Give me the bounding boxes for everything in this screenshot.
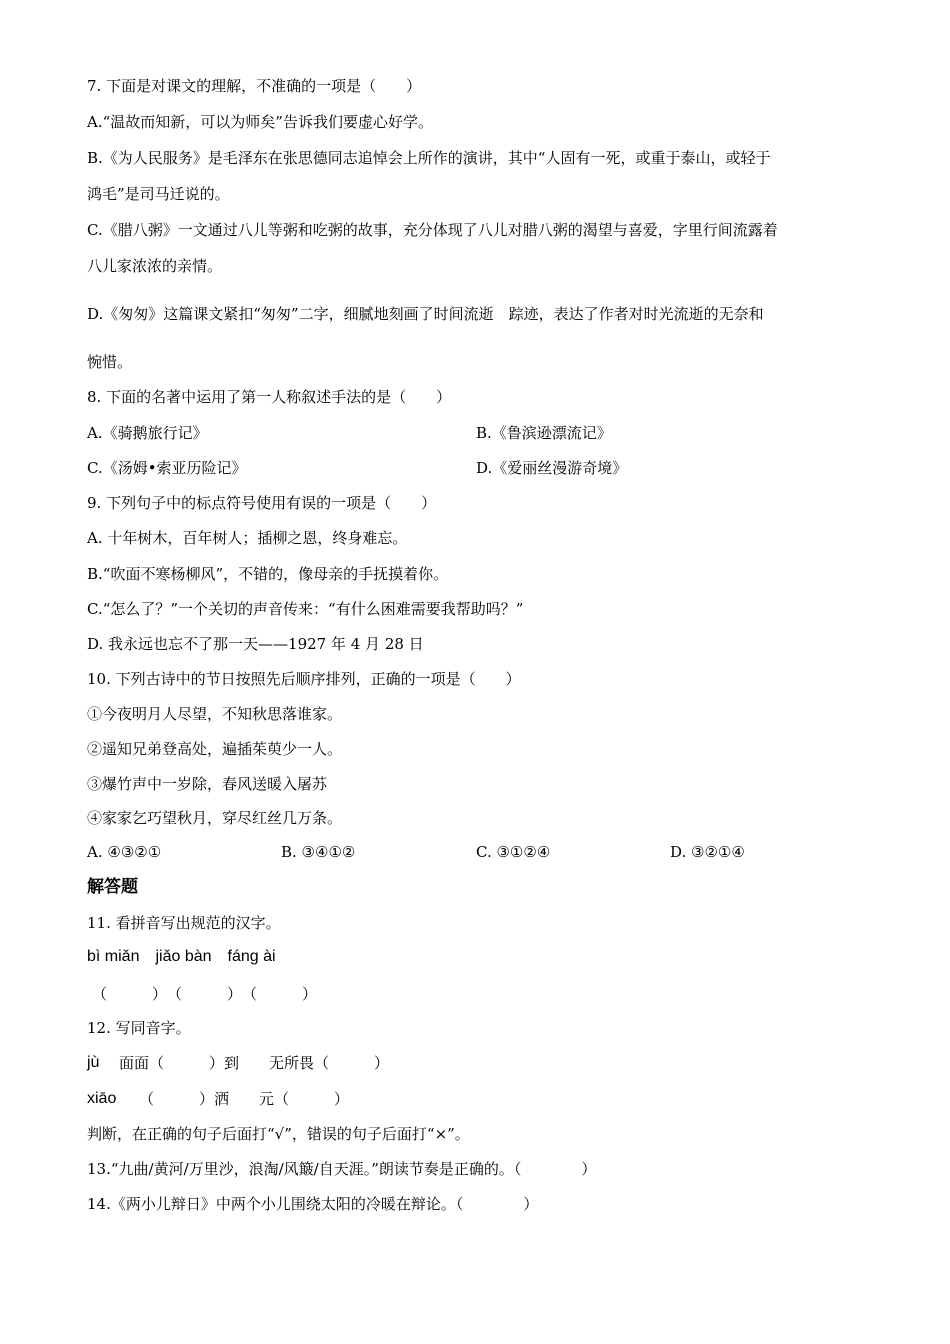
q7-option-d-line1: D.《匆匆》这篇课文紧扣“匆匆”二字，细腻地刻画了时间流逝 踪迹，表达了作者对时光流逝的无奈和 — [87, 305, 764, 323]
q7-option-c-line1: C.《腊八粥》一文通过八儿等粥和吃粥的故事，充分体现了八儿对腊八粥的渴望与喜爱，字里行间流露着 — [87, 221, 778, 239]
q8-option-d: D.《爱丽丝漫游奇境》 — [476, 459, 628, 477]
q12-ju-pinyin: jù — [87, 1054, 100, 1071]
q11-blanks: （ ） （ ） （ ） — [92, 985, 318, 1003]
q14-statement: 14.《两小儿辩日》中两个小儿围绕太阳的冷暖在辩论。（ ） — [87, 1195, 539, 1213]
q10-option-c: C. ③①②④ — [476, 843, 551, 861]
q10-stem: 10. 下列古诗中的节日按照先后顺序排列，正确的一项是（ ） — [87, 670, 521, 688]
q11-pinyin: bì miǎn jiǎo bàn fáng ài — [87, 948, 276, 965]
q9-option-c: C.“怎么了？”一个关切的声音传来：“有什么困难需要我帮助吗？” — [87, 600, 524, 618]
judge-instruction: 判断，在正确的句子后面打“√”，错误的句子后面打“×”。 — [87, 1125, 470, 1143]
q8-option-a: A.《骑鹅旅行记》 — [87, 424, 208, 442]
q12-xiao-pinyin: xiāo — [87, 1090, 117, 1107]
q12-xiao-blanks: （ ）洒 元（ ） — [139, 1090, 350, 1108]
q7-option-b-line1: B.《为人民服务》是毛泽东在张思德同志追悼会上所作的演讲，其中“人固有一死，或重于泰山，或轻于 — [87, 149, 771, 167]
q12-stem: 12. 写同音字。 — [87, 1019, 191, 1037]
q8-option-c: C.《汤姆•索亚历险记》 — [87, 459, 247, 477]
q8-stem: 8. 下面的名著中运用了第一人称叙述手法的是（ ） — [87, 388, 452, 406]
q7-stem: 7. 下面是对课文的理解，不准确的一项是（ ） — [87, 77, 422, 95]
q10-poem-1: ①今夜明月人尽望，不知秋思落谁家。 — [87, 705, 343, 723]
q10-poem-3: ③爆竹声中一岁除，春风送暖入屠苏 — [87, 775, 328, 793]
q10-option-a: A. ④③②① — [87, 843, 162, 861]
q7-option-d-line2: 惋惜。 — [87, 353, 133, 371]
q9-stem: 9. 下列句子中的标点符号使用有误的一项是（ ） — [87, 494, 437, 512]
q7-option-a: A.“温故而知新，可以为师矣”告诉我们要虚心好学。 — [87, 113, 433, 131]
q9-option-d: D. 我永远也忘不了那一天——1927 年 4 月 28 日 — [87, 635, 424, 653]
section-heading: 解答题 — [87, 877, 138, 897]
q13-statement: 13.“九曲/黄河/万里沙，浪淘/风簸/自天涯。”朗读节奏是正确的。（ ） — [87, 1160, 597, 1178]
q10-poem-4: ④家家乞巧望秋月，穿尽红丝几万条。 — [87, 809, 343, 827]
q9-option-a: A. 十年树木，百年树人；插柳之恩，终身难忘。 — [87, 529, 408, 547]
q10-option-d: D. ③②①④ — [670, 843, 745, 861]
q7-option-b-line2: 鸿毛”是司马迁说的。 — [87, 185, 230, 203]
q10-poem-2: ②遥知兄弟登高处，遍插茱萸少一人。 — [87, 740, 343, 758]
q12-ju-blanks: 面面（ ）到 无所畏（ ） — [119, 1054, 390, 1072]
q8-option-b: B.《鲁滨逊漂流记》 — [476, 424, 612, 442]
q11-stem: 11. 看拼音写出规范的汉字。 — [87, 914, 281, 932]
q9-option-b: B.“吹面不寒杨柳风”，不错的，像母亲的手抚摸着你。 — [87, 565, 449, 583]
q10-option-b: B. ③④①② — [281, 843, 356, 861]
q7-option-c-line2: 八儿家浓浓的亲情。 — [87, 257, 223, 275]
